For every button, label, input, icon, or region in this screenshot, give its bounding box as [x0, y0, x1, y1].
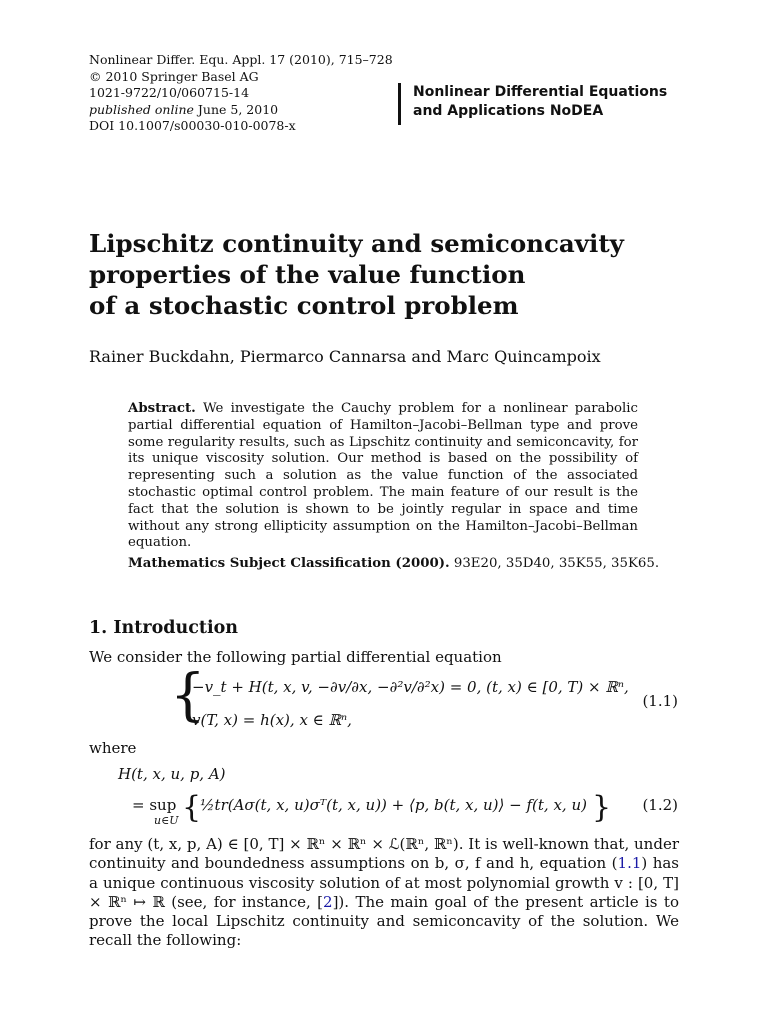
- meta-issn: 1021-9722/10/060715-14: [89, 85, 250, 100]
- title-line1: Lipschitz continuity and semiconcavity: [89, 229, 624, 258]
- body-text-a: for any (t, x, p, A) ∈ [0, T] × ℝⁿ × ℝⁿ × ℒ(ℝⁿ, ℝⁿ). It is well-known that, under continuity and boundedness assumptions on b, σ, f and h, equation (: [89, 835, 679, 873]
- paper-title: [89, 228, 624, 321]
- publication-meta: [89, 52, 393, 135]
- body-text-b: ) has a unique continuous viscosity solution of at most polynomial growth v : [0, T] × ℝⁿ ↦ ℝ (see, for instance, [: [89, 854, 680, 911]
- meta-published-label: published online: [89, 101, 194, 117]
- citation-link[interactable]: 2: [323, 892, 333, 911]
- meta-doi[interactable]: DOI 10.1007/s00030-010-0078-x: [89, 118, 296, 133]
- title-line3: of a stochastic control problem: [89, 291, 519, 320]
- eq2-open-brace: {: [182, 790, 202, 825]
- abstract-text: We investigate the Cauchy problem for a nonlinear parabolic partial differential equation of Hamilton–Jacobi–Bellman type and prove some regularity results, such as Lipschitz continuity and semiconcavity, for its unique viscosity solution. Our method is based on the possibility of representing such a solution as the value function of the associated stochastic optimal control problem. The main feature of our result is the fact that the solution is shown to be jointly regular in space and time without any strong ellipticity assumption on the Hamilton–Jacobi–Bellman equation.: [128, 401, 639, 551]
- journal-name: [398, 83, 667, 125]
- journal-line2: and Applications NoDEA: [413, 103, 604, 119]
- title-line2: properties of the value function: [89, 260, 526, 289]
- eq2-sup: = sup: [132, 796, 177, 814]
- meta-published-date: June 5, 2010: [197, 101, 279, 117]
- abstract-label: Abstract.: [128, 401, 196, 416]
- section-heading: 1. Introduction: [89, 618, 238, 638]
- journal-line1: Nonlinear Differential Equations: [413, 84, 668, 100]
- eq2-sub: u∈U: [154, 814, 179, 827]
- body-paragraph: [89, 835, 679, 951]
- msc-label: Mathematics Subject Classification (2000).: [128, 556, 450, 571]
- eq2-line1: H(t, x, u, p, A): [118, 765, 226, 783]
- eq1-line1: −v_t + H(t, x, v, −∂v/∂x, −∂²v/∂²x) = 0, (t, x) ∈ [0, T) × ℝⁿ,: [192, 678, 629, 696]
- msc-codes: 93E20, 35D40, 35K55, 35K65.: [453, 556, 660, 571]
- author-list: Rainer Buckdahn, Piermarco Cannarsa and Marc Quincampoix: [89, 347, 601, 366]
- where-word: where: [89, 739, 137, 757]
- eq2-body: ½tr(Aσ(t, x, u)σᵀ(t, x, u)) + ⟨p, b(t, x, u)⟩ − f(t, x, u): [200, 796, 587, 814]
- eq1-number: (1.1): [642, 692, 678, 710]
- left-brace: {: [170, 663, 206, 728]
- abstract: [128, 401, 638, 552]
- meta-citation: Nonlinear Differ. Equ. Appl. 17 (2010), 715–728: [89, 52, 393, 67]
- intro-sentence: We consider the following partial differential equation: [89, 648, 502, 666]
- eq1-line2: v(T, x) = h(x), x ∈ ℝⁿ,: [192, 711, 352, 729]
- meta-copyright: © 2010 Springer Basel AG: [89, 68, 259, 84]
- meta-published: [89, 102, 393, 119]
- eq2-close-brace: }: [592, 790, 612, 825]
- body-text-c: ]). The main goal of the present article is to prove the local Lipschitz continuity and semiconcavity of the solution. We recall the following:: [89, 892, 679, 950]
- eq2-number: (1.2): [642, 796, 678, 814]
- equation-reference-link[interactable]: 1.1: [617, 854, 642, 873]
- msc-classification: [128, 556, 659, 571]
